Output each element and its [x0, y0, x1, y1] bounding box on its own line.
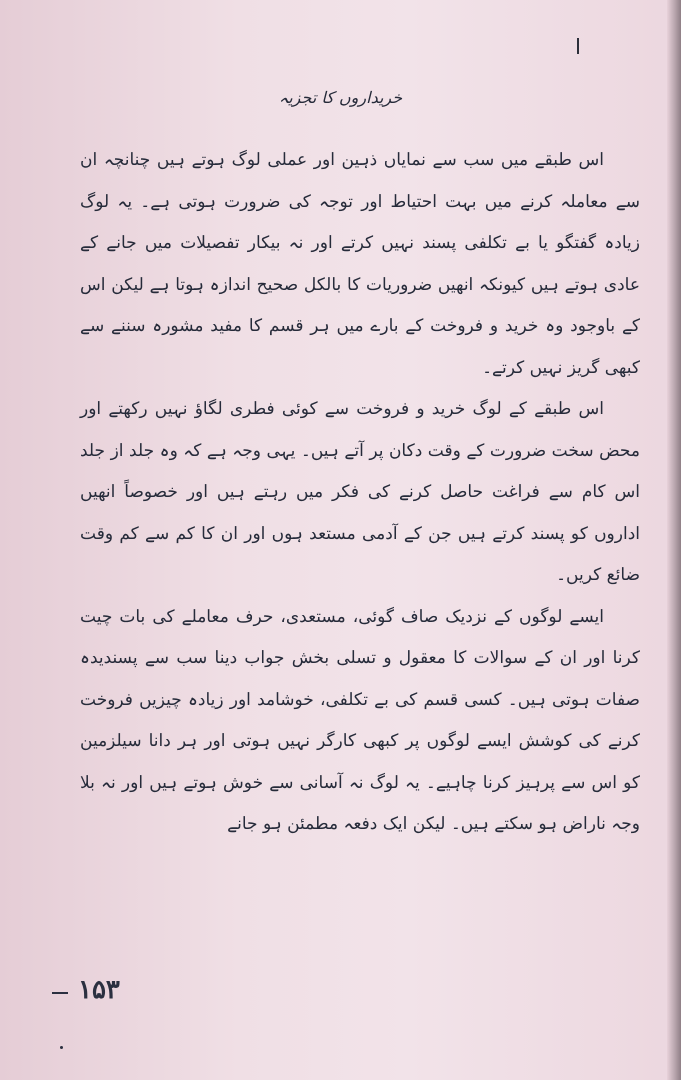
page-number: ۱۵۳ — [78, 975, 120, 1005]
paragraph-1: اس طبقے میں سب سے نمایاں ذہین اور عملی لوگ ہوتے ہیں چنانچہ ان سے معاملہ کرنے میں بہت احتیاط اور توجہ کی ضرورت ہوتی ہے۔ یہ لوگ زیادہ گفتگو یا بے تکلفی پسند نہیں کرتے اور نہ بیکار تفصیلات میں جانے کے عادی ہوتے ہیں کیونکہ انھیں ضروریات کا بالکل صحیح اندازہ ہوتا ہے لیکن اس کے باوجود وہ خرید و فروخت کے بارے میں ہر قسم کا مفید مشورہ سننے سے کبھی گریز نہیں کرتے۔ — [80, 150, 640, 378]
paragraph-2: اس طبقے کے لوگ خرید و فروخت سے کوئی فطری لگاؤ نہیں رکھتے اور محض سخت ضرورت کے وقت دکان پر آتے ہیں۔ یہی وجہ ہے کہ وہ جلد از جلد اس کام سے فراغت حاصل کرنے کی فکر میں رہتے ہیں اور خصوصاً انھیں اداروں کو پسند کرتے ہیں جن کے آدمی مستعد ہوں اور ان کا کم سے کم وقت ضائع کریں۔ — [80, 399, 640, 585]
top-pen-mark — [577, 38, 579, 54]
page-heading: خریداروں کا تجزیہ — [278, 88, 403, 107]
bottom-dot-mark — [60, 1046, 63, 1049]
paragraph-3: ایسے لوگوں کے نزدیک صاف گوئی، مستعدی، حرف معاملے کی بات چیت کرنا اور ان کے سوالات کا معقول و تسلی بخش جواب دینا سب سے پسندیدہ صفات ہوتی ہیں۔ کسی قسم کی بے تکلفی، خوشامد اور زیادہ چیزیں فروخت کرنے کی کوشش ایسے لوگوں پر کبھی کارگر نہیں ہوتی اور ہر دانا سیلزمین کو اس سے پرہیز کرنا چاہیے۔ یہ لوگ نہ آسانی سے خوش ہوتے ہیں اور نہ بلا وجہ ناراض ہو سکتے ہیں۔ لیکن ایک دفعہ مطمئن ہو جانے — [80, 606, 640, 834]
page-edge-shadow — [667, 0, 681, 1080]
page-number-dash — [52, 992, 68, 994]
body-text — [80, 140, 640, 846]
